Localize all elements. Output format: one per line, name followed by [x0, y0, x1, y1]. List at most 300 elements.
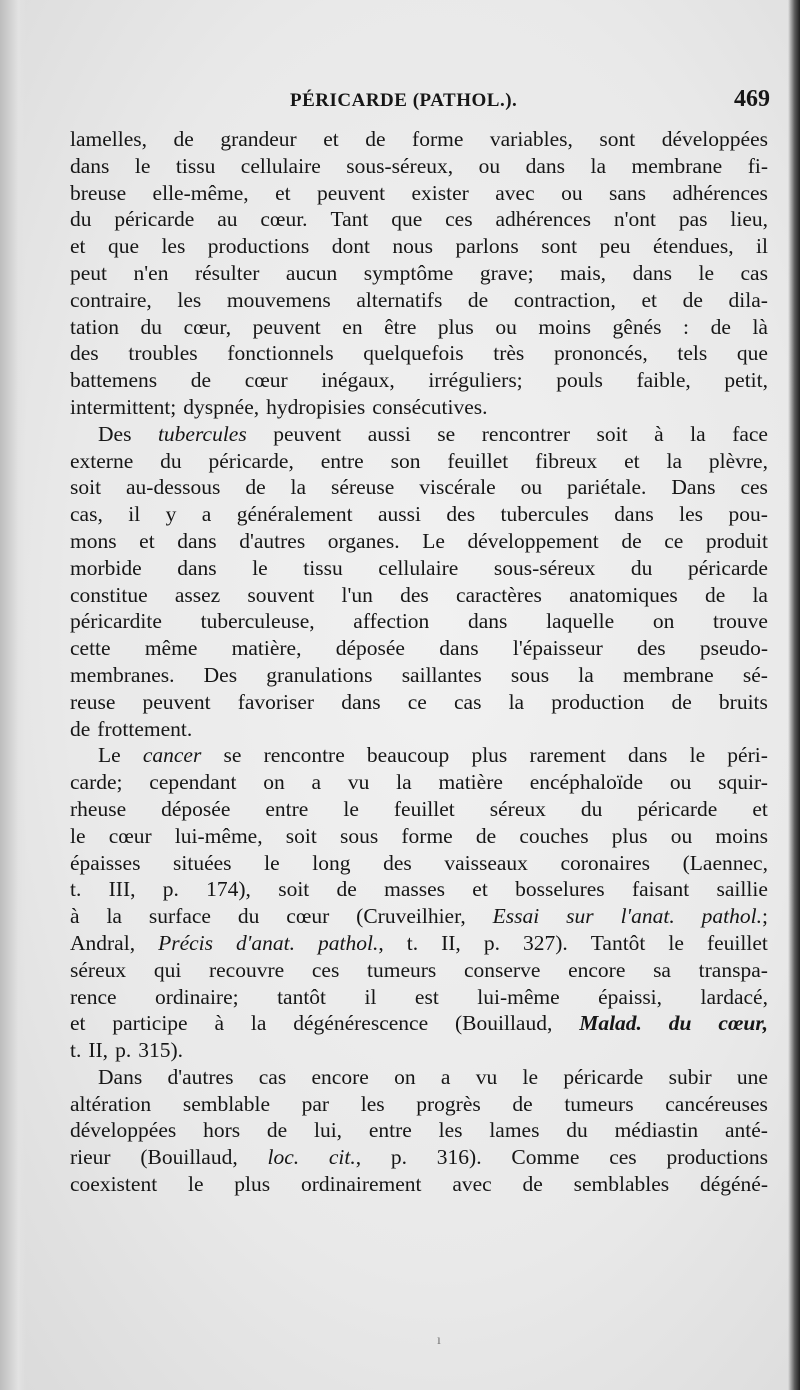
word: (Bouillaud, [455, 1011, 553, 1036]
word: II, [441, 930, 461, 955]
word: faible, [636, 368, 691, 393]
word: la [666, 448, 682, 473]
text-line [70, 662, 768, 689]
word: pariétale. [567, 475, 647, 500]
word: aussi [377, 502, 421, 527]
word: que [391, 207, 423, 232]
word: Tantôt [590, 930, 646, 955]
word: : [683, 314, 690, 339]
word: une [736, 1064, 768, 1089]
text-line [70, 233, 768, 260]
word: granulations [266, 662, 373, 687]
word: le [70, 823, 86, 848]
footer-mark: ı [437, 1333, 441, 1348]
word: on [652, 609, 675, 634]
word: Essai [492, 904, 540, 929]
word: forme [401, 823, 453, 848]
word: péricarde [563, 1064, 644, 1089]
word: dyspnée, [183, 394, 260, 419]
word: les [161, 234, 186, 259]
word: et [275, 180, 291, 205]
word: Malad. [579, 1011, 642, 1036]
word: 315). [138, 1038, 183, 1063]
word: tumeurs [564, 1091, 634, 1116]
word: p. [162, 877, 179, 902]
word: dégénérescence [293, 1011, 429, 1036]
word: la [690, 421, 706, 446]
text-line [70, 769, 768, 796]
text-line [70, 260, 768, 287]
word: rencontrer [481, 421, 571, 446]
word: les [679, 502, 704, 527]
word: entre [368, 1118, 412, 1143]
word: ou [670, 823, 693, 848]
word: ces [311, 957, 340, 982]
word: pas [678, 207, 708, 232]
word: feuillet [706, 930, 768, 955]
word: troubles [128, 341, 198, 366]
word: t. [70, 1038, 82, 1063]
text-line [70, 555, 768, 582]
word: à [70, 904, 80, 929]
word: ou [520, 475, 543, 500]
word: ordinairement [300, 1172, 422, 1197]
word: il [364, 984, 377, 1009]
word: dans [177, 528, 217, 553]
word: très [493, 341, 525, 366]
word: à [214, 1011, 225, 1036]
word: tuberculeuse, [200, 609, 315, 634]
word: feuillet [447, 448, 509, 473]
word: Dans [98, 1064, 143, 1089]
word: reuse [70, 689, 116, 714]
word: des [636, 636, 666, 661]
word: vu [347, 770, 370, 795]
word: de [70, 716, 91, 741]
word: lui, [313, 1118, 343, 1143]
word: long [312, 850, 351, 875]
word: le [264, 850, 280, 875]
word: cœur, [718, 1011, 768, 1036]
word: 316). [436, 1145, 482, 1170]
word: t. [406, 930, 419, 955]
word: l'épaisseur [512, 636, 603, 661]
word: assez [174, 582, 221, 607]
word: rence [70, 984, 117, 1009]
word: cette [70, 636, 111, 661]
word: viscérale [419, 475, 496, 500]
word: résulter [194, 260, 260, 285]
text-line [70, 903, 768, 930]
text-line [70, 1171, 768, 1198]
word: tubercules [500, 502, 589, 527]
word: au-dessous [126, 475, 221, 500]
word: breuse [70, 180, 127, 205]
word: du [630, 555, 653, 580]
word: sous-séreux [493, 555, 596, 580]
text-line [70, 126, 768, 153]
word: feuillet [393, 796, 455, 821]
word: gênés [612, 314, 662, 339]
word: constitue [70, 582, 148, 607]
text-line [70, 314, 768, 341]
word: a [440, 1064, 451, 1089]
word: que [107, 234, 140, 259]
word: soit [285, 823, 317, 848]
word: de [522, 1172, 543, 1197]
word: productions [207, 234, 310, 259]
word: lardacé, [700, 984, 768, 1009]
word: les [438, 1118, 463, 1143]
text-line [70, 1010, 768, 1037]
word: sous [510, 662, 550, 687]
text-line [70, 930, 768, 957]
word: du [668, 1011, 692, 1036]
text-line [70, 474, 768, 501]
word: face [732, 421, 768, 446]
word: tubercules [157, 421, 247, 446]
word: péricardite [70, 609, 162, 634]
word: consécutives. [372, 394, 488, 419]
word: Andral, [70, 930, 136, 955]
word: péricarde, [208, 448, 294, 473]
word: Le [422, 528, 445, 553]
word: soit [596, 421, 628, 446]
word: faisant [631, 877, 690, 902]
word: dans [467, 609, 508, 634]
word: participe [112, 1011, 188, 1036]
word: plus [611, 823, 648, 848]
word: p. [390, 1145, 408, 1170]
word: ou [669, 770, 692, 795]
word: pou- [728, 502, 768, 527]
word: de [512, 1091, 533, 1116]
word: lui-même, [174, 823, 263, 848]
word: et [70, 1011, 86, 1036]
text-line [70, 608, 768, 635]
word: ou [495, 314, 517, 339]
word: dans [525, 153, 565, 178]
word: petit, [724, 368, 768, 393]
word: fonctionnels [227, 341, 334, 366]
word: grave; [479, 260, 534, 285]
word: par [301, 1091, 330, 1116]
word: en [342, 314, 363, 339]
word: tation [70, 314, 119, 339]
word: cependant [149, 770, 237, 795]
word: peuvent [252, 314, 321, 339]
word: être [384, 314, 417, 339]
word: cellulaire [378, 555, 459, 580]
word: progrès [416, 1091, 481, 1116]
word: cœur, [183, 314, 232, 339]
word: se [223, 743, 242, 768]
word: irréguliers; [428, 368, 523, 393]
word: étendues, [652, 234, 734, 259]
word: dans [341, 689, 381, 714]
word: battemens [70, 368, 158, 393]
word: encore [568, 957, 626, 982]
word: membrane [622, 662, 714, 687]
word: et [752, 796, 768, 821]
word: ordinaire; [155, 984, 239, 1009]
word: il [756, 234, 768, 259]
word: tissu [175, 153, 216, 178]
word: fi- [747, 153, 768, 178]
word: plus [437, 314, 474, 339]
word: forme [412, 127, 464, 151]
word: tantôt [277, 984, 327, 1009]
word: fibreux [535, 448, 598, 473]
binding-gutter-shadow [0, 0, 26, 1390]
word: ou [561, 180, 583, 205]
text-line [70, 421, 768, 448]
word: ce [407, 689, 427, 714]
word: Comme [511, 1145, 580, 1170]
word: frottement. [97, 716, 193, 741]
word: vu [475, 1064, 498, 1089]
word: ces [609, 1145, 637, 1170]
word: l'anat. [620, 904, 675, 929]
word: les [360, 1091, 385, 1116]
word: dila- [728, 287, 768, 312]
word: à [654, 421, 664, 446]
word: bosselures [515, 877, 605, 902]
word: la [590, 153, 606, 178]
word: bruits [718, 689, 768, 714]
text-line [70, 716, 768, 743]
word: des [400, 582, 429, 607]
word: peuvent [317, 180, 386, 205]
word: organes. [327, 528, 400, 553]
word: a [201, 502, 212, 527]
word: déposée [161, 796, 231, 821]
word: sur [566, 904, 594, 929]
text-line [70, 796, 768, 823]
word: la [508, 689, 525, 714]
word: du [70, 207, 92, 232]
word: production [551, 689, 645, 714]
word: cœur [286, 904, 330, 929]
word: y [165, 502, 177, 527]
text-line [70, 582, 768, 609]
word: sont [541, 234, 578, 259]
word: de [173, 127, 194, 151]
word: parlons [455, 234, 519, 259]
word: le [343, 796, 359, 821]
word: mouvemens [226, 287, 331, 312]
word: épaissi, [598, 984, 663, 1009]
word: que [736, 341, 768, 366]
word: séreux [489, 796, 546, 821]
word: même [144, 636, 198, 661]
word: ou [478, 153, 501, 178]
word: de [704, 582, 726, 607]
text-line [70, 635, 768, 662]
word: de [245, 475, 266, 500]
word: le [698, 260, 715, 285]
word: péricarde [114, 207, 195, 232]
word: mais, [560, 260, 607, 285]
word: coexistent [70, 1172, 158, 1197]
word: Tant [330, 207, 369, 232]
word: dans [439, 636, 479, 661]
word: soit [278, 877, 310, 902]
text-line [70, 287, 768, 314]
text-line [70, 984, 768, 1011]
word: dans [614, 502, 654, 527]
word: péricarde [687, 555, 768, 580]
word: la [290, 475, 307, 500]
word: épaisses [70, 850, 141, 875]
word: productions [666, 1145, 768, 1170]
text-line [70, 957, 768, 984]
word: de [682, 287, 703, 312]
word: plus [234, 1172, 271, 1197]
word: symptôme [363, 260, 454, 285]
word: qui [153, 957, 182, 982]
word: matière [438, 770, 503, 795]
word: le [252, 555, 268, 580]
word: membranes. [70, 662, 175, 687]
word: la [752, 582, 768, 607]
word: le [668, 930, 684, 955]
word: cas [453, 689, 482, 714]
text-line [70, 528, 768, 555]
text-line [70, 1037, 768, 1064]
page-edge-shadow [788, 0, 800, 1390]
word: favoriser [237, 689, 315, 714]
word: développement [467, 528, 599, 553]
text-line [70, 742, 768, 769]
word: situées [173, 850, 232, 875]
text-line [70, 394, 768, 421]
word: sa [653, 957, 671, 982]
page-number: 469 [734, 86, 770, 112]
word: plus [471, 743, 508, 768]
word: et [472, 877, 488, 902]
word: carde; [70, 770, 123, 795]
word: intermittent; [70, 394, 177, 419]
word: couches [519, 823, 589, 848]
word: peuvent [142, 689, 211, 714]
word: la [106, 904, 122, 929]
word: la [578, 662, 594, 687]
word: encore [311, 1064, 369, 1089]
word: il [128, 502, 141, 527]
word: t. [70, 877, 82, 902]
word: squir- [718, 770, 768, 795]
word: de [671, 689, 692, 714]
word: souvent [247, 582, 315, 607]
word: surface [148, 904, 211, 929]
word: développées [661, 127, 768, 151]
word: sé- [742, 662, 768, 687]
word: prononcés, [553, 341, 648, 366]
word: de [621, 528, 642, 553]
word: rheuse [70, 796, 127, 821]
word: contraction, [513, 287, 616, 312]
text-line [70, 850, 768, 877]
running-title: PÉRICARDE (PATHOL.). [290, 90, 518, 111]
word: lieu, [730, 207, 768, 232]
word: déposée [335, 636, 405, 661]
word: inégaux, [321, 368, 395, 393]
word: et [323, 127, 339, 151]
word: aussi [367, 421, 411, 446]
word: Des [203, 662, 238, 687]
word: séreux [70, 957, 127, 982]
word: II, [88, 1038, 109, 1063]
word: n'ont [613, 207, 656, 232]
text-line [70, 689, 768, 716]
word: péri- [727, 743, 768, 768]
word: de [467, 287, 489, 312]
word: ces [740, 475, 768, 500]
word: pathol.; [701, 904, 768, 929]
word: rencontre [263, 743, 345, 768]
word: n'en [133, 260, 169, 285]
word: (Bouillaud, [140, 1145, 238, 1170]
word: morbide [70, 555, 142, 580]
word: externe [70, 448, 134, 473]
word: de [336, 877, 357, 902]
word: p. [115, 1038, 132, 1063]
word: p. [483, 930, 500, 955]
word: pathol., [318, 930, 384, 955]
word: d'autres [167, 1064, 234, 1089]
text-line [70, 206, 768, 233]
word: coronaires [560, 850, 651, 875]
word: altération [70, 1091, 152, 1116]
word: tissu [303, 555, 343, 580]
word: le [134, 153, 151, 178]
text-line [70, 1091, 768, 1118]
word: le [522, 1064, 539, 1089]
word: sous-séreux, [346, 153, 454, 178]
word: d'anat. [236, 930, 295, 955]
word: contraire, [70, 287, 152, 312]
word: péricarde [637, 796, 718, 821]
word: d'autres [239, 528, 306, 553]
word: trouve [712, 609, 768, 634]
word: membrane [631, 153, 723, 178]
word: aucun [285, 260, 338, 285]
word: dégéné- [699, 1172, 768, 1197]
word: sont [599, 127, 636, 151]
word: médiastin [614, 1118, 699, 1143]
word: des [383, 850, 412, 875]
word: cancer [142, 743, 202, 768]
word: III, [108, 877, 136, 902]
word: semblables [573, 1172, 670, 1197]
word: cas [258, 1064, 287, 1089]
word: cœur. [260, 207, 308, 232]
word: dans [628, 743, 668, 768]
word: 174), [206, 877, 251, 902]
word: pseudo- [699, 636, 768, 661]
word: exister [411, 180, 469, 205]
word: dans [70, 153, 110, 178]
word: entre [265, 796, 309, 821]
word: lamelles, [70, 127, 148, 151]
word: l'un [341, 582, 373, 607]
word: soit [70, 475, 102, 500]
word: nous [392, 234, 434, 259]
word: le [187, 1172, 204, 1197]
text-line [70, 501, 768, 528]
text-line [70, 823, 768, 850]
